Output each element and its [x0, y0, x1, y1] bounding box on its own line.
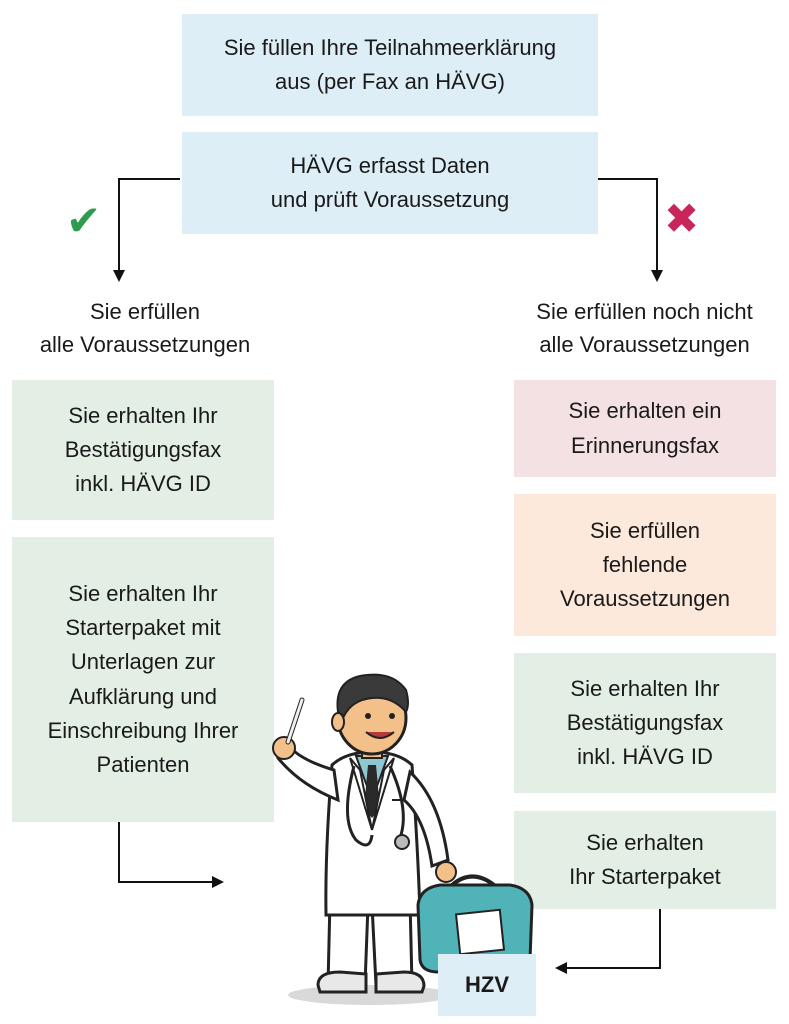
step-havg-check: HÄVG erfasst Daten und prüft Voraussetzung [182, 132, 598, 234]
left-step-confirmation-fax: Sie erhalten Ihr Bestätigungsfax inkl. HÄVG ID [12, 380, 274, 520]
right-step-reminder-fax: Sie erhalten ein Erinnerungsfax [514, 380, 776, 477]
end-hzv-box: HZV [438, 954, 536, 1016]
right-step-starter-package: Sie erhalten Ihr Starterpaket [514, 811, 776, 909]
right-step-fulfill-missing: Sie erfüllen fehlende Voraussetzungen [514, 494, 776, 636]
cross-icon: ✖ [664, 195, 700, 242]
label-requirements-not-met: Sie erfüllen noch nicht alle Voraussetzungen [536, 299, 753, 357]
left-step-starter-package: Sie erhalten Ihr Starterpaket mit Unterlagen zur Aufklärung und Einschreibung Ihrer Patienten [12, 537, 274, 822]
check-icon: ✔ [66, 197, 102, 244]
label-requirements-met: Sie erfüllen alle Voraussetzungen [39, 299, 251, 357]
step-fill-form: Sie füllen Ihre Teilnahmeerklärung aus (per Fax an HÄVG) [182, 14, 598, 116]
right-step-confirmation-fax: Sie erhalten Ihr Bestätigungsfax inkl. HÄVG ID [514, 653, 776, 793]
